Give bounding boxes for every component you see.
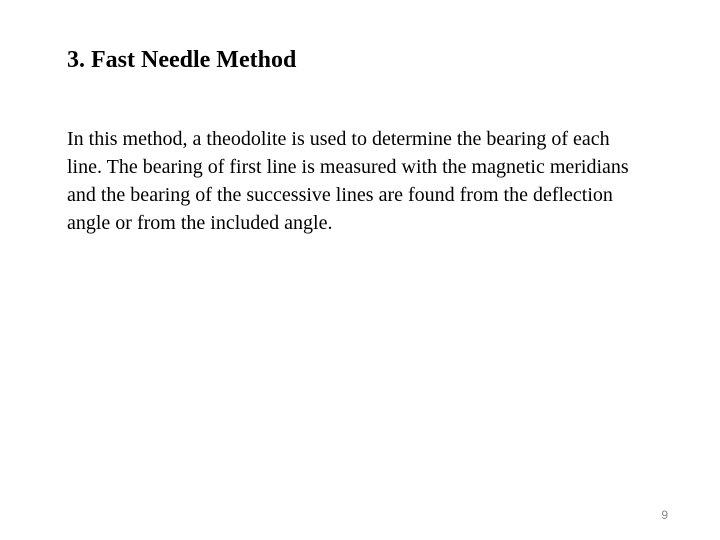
slide-body — [67, 125, 687, 237]
body-line: line. The bearing of first line is measured with the magnetic meridians — [67, 156, 629, 178]
body-line: angle or from the included angle. — [67, 212, 333, 234]
slide-title: 3. Fast Needle Method — [67, 47, 297, 73]
body-line: and the bearing of the successive lines are found from the deflection — [67, 184, 613, 206]
page-number: 9 — [661, 508, 668, 522]
body-line: In this method, a theodolite is used to determine the bearing of each — [67, 128, 610, 150]
